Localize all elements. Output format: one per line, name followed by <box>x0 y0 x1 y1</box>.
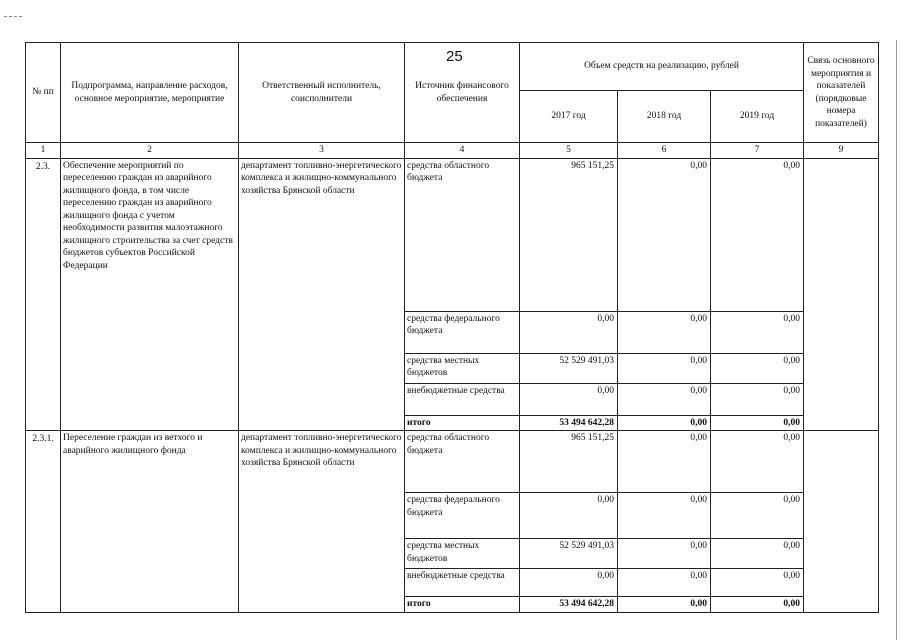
program-title: Переселение граждан из ветхого и аварийного жилищного фонда <box>61 431 239 613</box>
table-row <box>26 158 879 311</box>
amount-2018: 0,00 <box>618 311 711 353</box>
amount-2017: 0,00 <box>520 569 618 597</box>
funding-source: средства федерального бюджета <box>405 493 520 539</box>
funding-source: внебюджетные средства <box>405 383 520 415</box>
header-link: Связь основного мероприятия и показателей (порядковые номера показателей) <box>804 43 879 143</box>
amount-2019: 0,00 <box>711 415 804 431</box>
amount-2018: 0,00 <box>618 569 711 597</box>
amount-2017: 53 494 642,28 <box>520 415 618 431</box>
col-number: 2 <box>61 143 239 159</box>
amount-2019: 0,00 <box>711 383 804 415</box>
amount-2017: 965 151,25 <box>520 431 618 493</box>
row-number: 2.3. <box>26 158 61 431</box>
program-title: Обеспечение мероприятий по переселению граждан из аварийного жилищного фонда, в том числе переселению граждан из аварийного жилищного фонда с учетом необходимости развития малоэтажного жилищного строительства за счет средств бюджетов субъектов Российской Федерации <box>61 158 239 431</box>
amount-2018: 0,00 <box>618 158 711 311</box>
header-num: № пп <box>26 43 61 143</box>
amount-2019: 0,00 <box>711 597 804 613</box>
col-number: 7 <box>711 143 804 159</box>
amount-2019: 0,00 <box>711 353 804 383</box>
header-source: Источник финансового обеспечения <box>405 43 520 143</box>
amount-2017: 965 151,25 <box>520 158 618 311</box>
funding-source: средства местных бюджетов <box>405 353 520 383</box>
header-executor: Ответственный исполнитель, соисполнители <box>239 43 405 143</box>
col-number: 3 <box>239 143 405 159</box>
page-number: 25 <box>446 48 463 65</box>
col-number: 4 <box>405 143 520 159</box>
header-year-2019: 2019 год <box>711 91 804 143</box>
amount-2018: 0,00 <box>618 597 711 613</box>
header-program: Подпрограмма, направление расходов, основное мероприятие, мероприятие <box>61 43 239 143</box>
amount-2018: 0,00 <box>618 431 711 493</box>
amount-2018: 0,00 <box>618 353 711 383</box>
header-year-2018: 2018 год <box>618 91 711 143</box>
col-number: 6 <box>618 143 711 159</box>
amount-2017: 53 494 642,28 <box>520 597 618 613</box>
col-number: 1 <box>26 143 61 159</box>
table-row <box>26 431 879 493</box>
amount-2018: 0,00 <box>618 415 711 431</box>
funding-source: средства федерального бюджета <box>405 311 520 353</box>
page-edge-line <box>896 40 897 640</box>
row-number: 2.3.1. <box>26 431 61 613</box>
amount-2017: 0,00 <box>520 383 618 415</box>
budget-table <box>25 42 879 613</box>
amount-2019: 0,00 <box>711 539 804 569</box>
indicator-link <box>804 431 879 613</box>
amount-2017: 52 529 491,03 <box>520 353 618 383</box>
amount-2017: 52 529 491,03 <box>520 539 618 569</box>
funding-source: средства областного бюджета <box>405 158 520 311</box>
funding-source: внебюджетные средства <box>405 569 520 597</box>
col-number: 9 <box>804 143 879 159</box>
executor: департамент топливно-энергетического комплекса и жилищно-коммунального хозяйства Брянской области <box>239 158 405 431</box>
header-row <box>26 43 879 91</box>
funding-source-total: итого <box>405 415 520 431</box>
col-number: 5 <box>520 143 618 159</box>
amount-2019: 0,00 <box>711 158 804 311</box>
funding-source: средства областного бюджета <box>405 431 520 493</box>
column-numbers-row <box>26 143 879 159</box>
header-volume: Объем средств на реализацию, рублей <box>520 43 804 91</box>
funding-source: средства местных бюджетов <box>405 539 520 569</box>
scan-mark <box>4 16 22 17</box>
amount-2019: 0,00 <box>711 569 804 597</box>
header-year-2017: 2017 год <box>520 91 618 143</box>
amount-2019: 0,00 <box>711 431 804 493</box>
amount-2018: 0,00 <box>618 539 711 569</box>
indicator-link <box>804 158 879 431</box>
amount-2017: 0,00 <box>520 311 618 353</box>
amount-2019: 0,00 <box>711 493 804 539</box>
amount-2018: 0,00 <box>618 383 711 415</box>
amount-2019: 0,00 <box>711 311 804 353</box>
amount-2018: 0,00 <box>618 493 711 539</box>
executor: департамент топливно-энергетического комплекса и жилищно-коммунального хозяйства Брянской области <box>239 431 405 613</box>
funding-source-total: итого <box>405 597 520 613</box>
amount-2017: 0,00 <box>520 493 618 539</box>
